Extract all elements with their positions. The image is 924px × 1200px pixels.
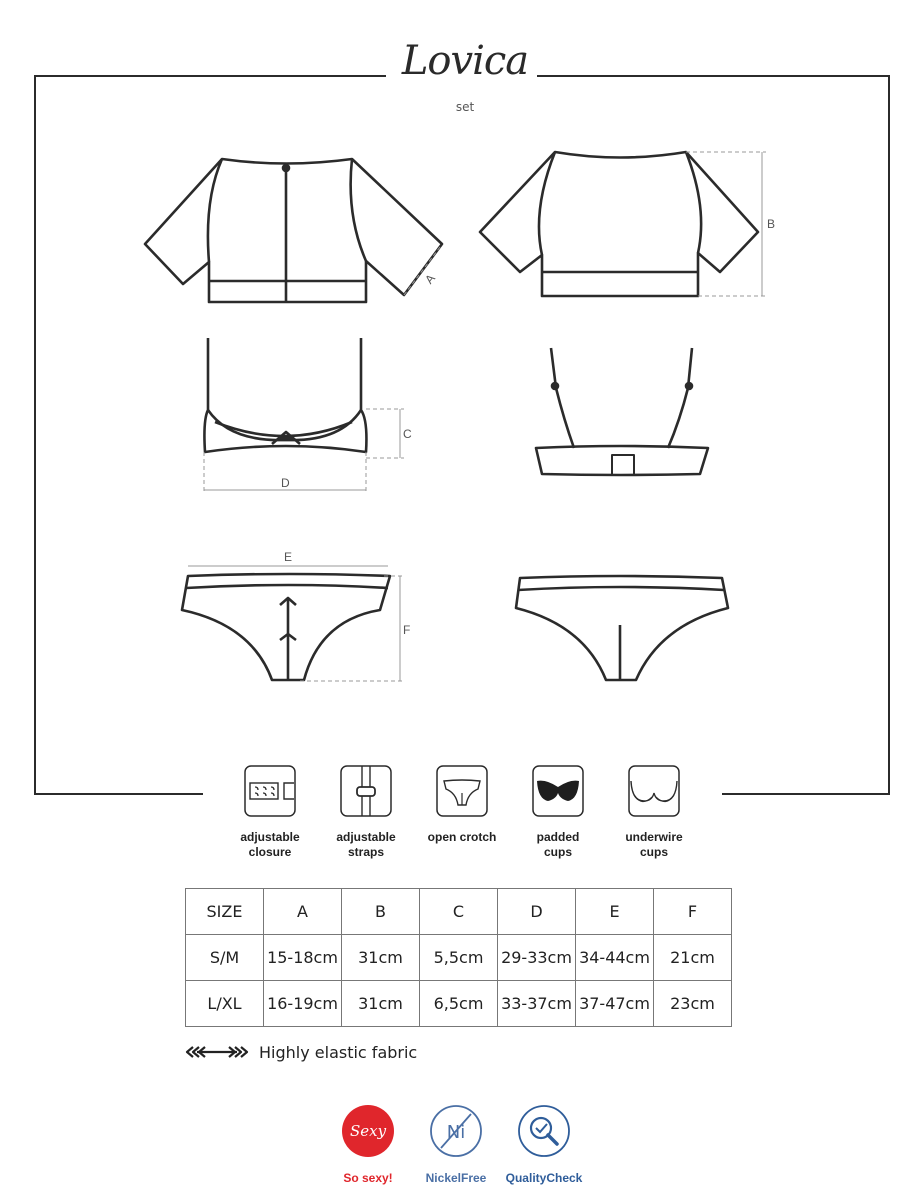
size-table (185, 888, 732, 1027)
badge-nickel-free (406, 1104, 506, 1185)
badge-so-sexy (318, 1104, 418, 1185)
padded-cups-icon (532, 765, 584, 817)
jacket-front-drawing (145, 159, 442, 302)
sexy-badge-text: Sexy (349, 1122, 387, 1140)
feature-label: padded cups (536, 830, 580, 859)
table-cell: 21cm (654, 935, 732, 981)
table-cell: 31cm (342, 935, 420, 981)
table-cell: 29-33cm (498, 935, 576, 981)
table-header: SIZE (186, 889, 264, 935)
feature-adjustable-straps (316, 765, 416, 860)
badge-label: So sexy! (343, 1171, 393, 1185)
open-crotch-icon (436, 765, 488, 817)
badge-label: QualityCheck (505, 1171, 583, 1185)
table-cell: L/XL (186, 981, 264, 1027)
badge-quality-check (494, 1104, 594, 1185)
brief-front-drawing (182, 574, 390, 680)
quality-check-icon (517, 1104, 571, 1158)
table-cell: 16-19cm (264, 981, 342, 1027)
measure-f (300, 576, 404, 681)
table-cell: 15-18cm (264, 935, 342, 981)
nickel-free-icon (429, 1104, 483, 1158)
measure-c (366, 409, 404, 458)
underwire-cups-icon (628, 765, 680, 817)
table-cell: 5,5cm (420, 935, 498, 981)
table-header: E (576, 889, 654, 935)
table-cell: 34-44cm (576, 935, 654, 981)
feature-padded-cups (508, 765, 608, 860)
table-header: A (264, 889, 342, 935)
table-cell: S/M (186, 935, 264, 981)
table-header: C (420, 889, 498, 935)
elastic-note (185, 1040, 417, 1064)
table-cell: 33-37cm (498, 981, 576, 1027)
label-d: D (281, 476, 290, 490)
feature-label: open crotch (427, 830, 497, 844)
label-c: C (403, 427, 412, 441)
bra-front-drawing (204, 338, 366, 452)
hook-eye-closure-icon (244, 765, 296, 817)
brief-back-drawing (516, 576, 728, 680)
strap-adjuster-icon (340, 765, 392, 817)
nickel-symbol: Ni (446, 1122, 466, 1143)
feature-label: adjustable closure (240, 830, 300, 859)
stretch-arrows-icon (185, 1045, 249, 1059)
table-cell: 23cm (654, 981, 732, 1027)
table-header: F (654, 889, 732, 935)
table-header: B (342, 889, 420, 935)
table-cell: 31cm (342, 981, 420, 1027)
frame-border (35, 76, 386, 794)
brand-subtitle: set (455, 100, 475, 114)
label-a: A (422, 271, 438, 287)
feature-label: underwire cups (625, 830, 683, 859)
jacket-back-drawing (480, 152, 758, 296)
label-f: F (403, 623, 411, 637)
feature-label: adjustable straps (336, 830, 396, 859)
table-row (186, 935, 732, 981)
table-row (186, 981, 732, 1027)
feature-underwire-cups (604, 765, 704, 860)
label-e: E (284, 550, 293, 564)
badge-label: NickelFree (425, 1171, 487, 1185)
elastic-note-text: Highly elastic fabric (259, 1042, 418, 1062)
measure-a (404, 247, 440, 295)
bra-back-drawing (536, 348, 708, 475)
feature-open-crotch (412, 765, 512, 845)
label-b: B (767, 217, 776, 231)
table-header: D (498, 889, 576, 935)
table-header-row (186, 889, 732, 935)
sexy-badge-icon (341, 1104, 395, 1158)
feature-adjustable-closure (220, 765, 320, 860)
brand-logo: Lovica (401, 38, 529, 84)
table-cell: 6,5cm (420, 981, 498, 1027)
table-cell: 37-47cm (576, 981, 654, 1027)
